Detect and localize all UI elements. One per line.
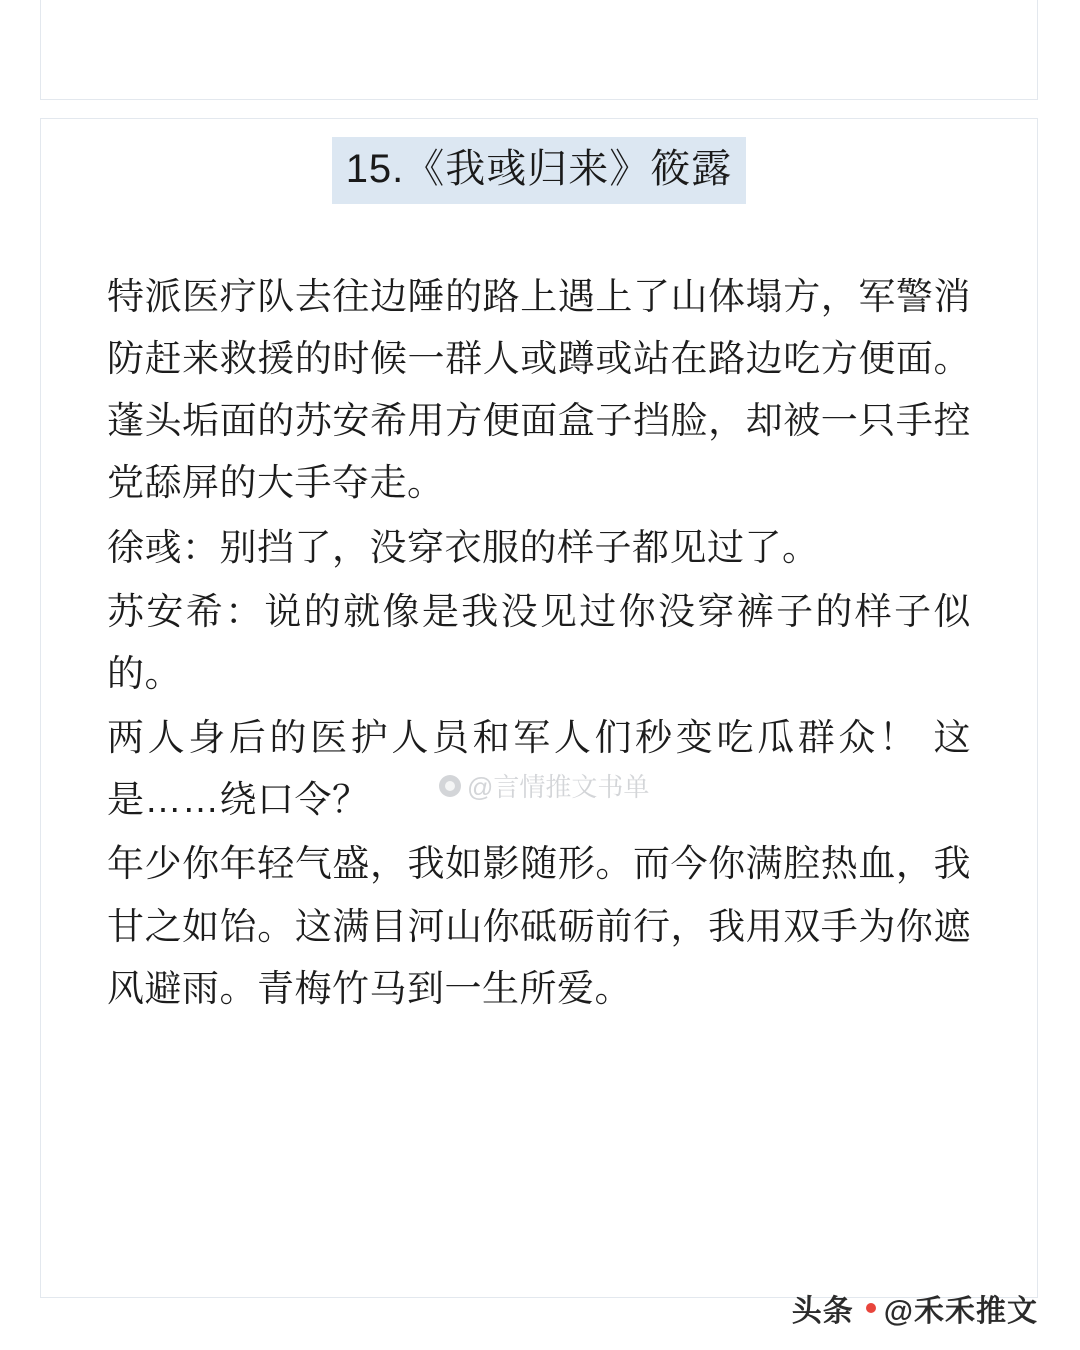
watermark-text: @言情推文书单 bbox=[467, 772, 650, 802]
author-handle: @禾禾推文 bbox=[883, 1295, 1038, 1328]
footer-attribution bbox=[792, 1286, 1038, 1330]
article-title: 15.《我彧归来》筱露 bbox=[332, 137, 747, 204]
paragraph: 年少你年轻气盛，我如影随形。而今你满腔热血，我甘之如饴。这满目河山你砥砺前行，我用双手为你遮风避雨。青梅竹马到一生所爱。 bbox=[107, 843, 971, 1009]
previous-card-fragment bbox=[40, 0, 1038, 100]
red-dot-icon bbox=[866, 1303, 876, 1313]
article-card bbox=[40, 118, 1038, 1298]
platform-name: 头条 bbox=[791, 1295, 854, 1328]
paragraph: 徐彧：别挡了，没穿衣服的样子都见过了。 bbox=[107, 526, 820, 568]
paragraph: 苏安希：说的就像是我没见过你没穿裤子的样子似的。 bbox=[107, 590, 971, 694]
paragraph: 特派医疗队去往边陲的路上遇上了山体塌方，军警消防赶来救援的时候一群人或蹲或站在路边吃方便面。 蓬头垢面的苏安希用方便面盒子挡脸，却被一只手控党舔屏的大手夺走。 bbox=[107, 276, 971, 504]
article-body bbox=[107, 266, 971, 1020]
page-title bbox=[41, 137, 1037, 204]
paragraph: 两人身后的医护人员和军人们秒变吃瓜群众！ 这是……绕口令？ bbox=[107, 717, 971, 821]
